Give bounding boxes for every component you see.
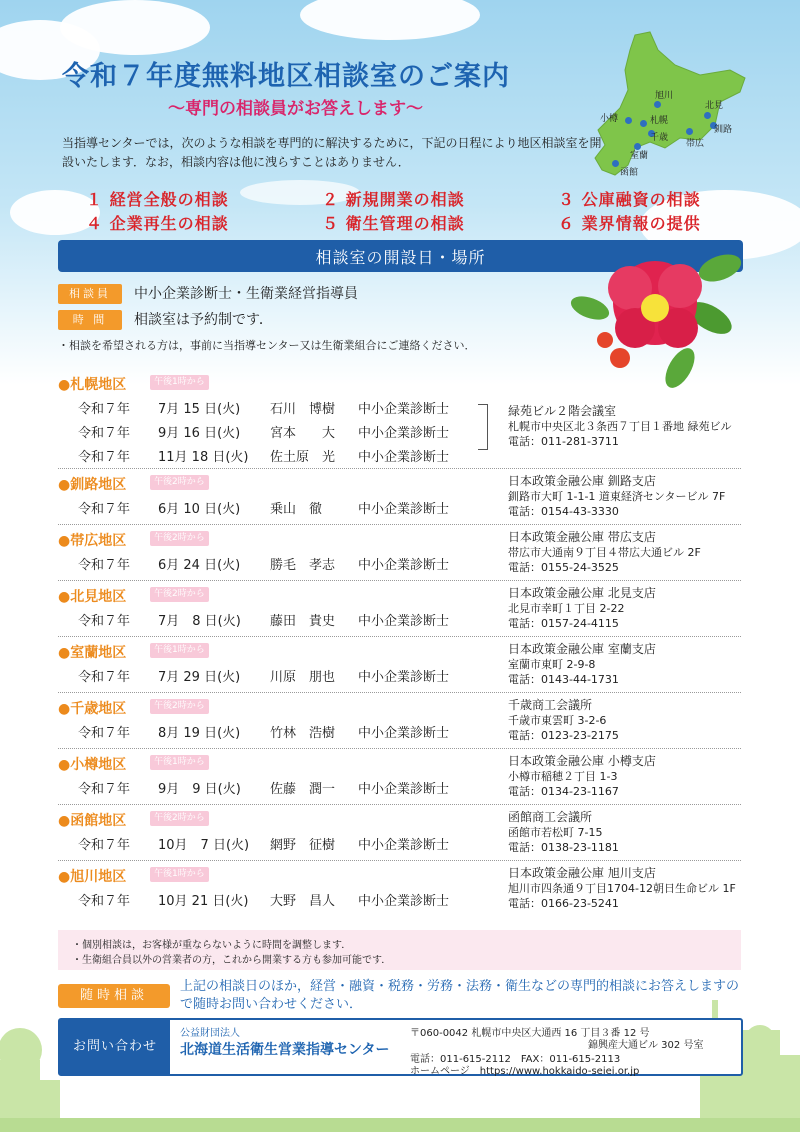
schedule-date: 10月 7 日(火) (158, 838, 250, 853)
map-dot (640, 120, 647, 127)
schedule-title: 中小企業診断士 (358, 670, 450, 685)
venue-address: 帯広市大通南９丁目４帯広大通ビル 2F (508, 546, 701, 559)
venue-info (508, 474, 725, 519)
district-divider (58, 524, 741, 525)
rose-flower-illustration (560, 228, 760, 398)
venue-phone: 電話：0143-44-1731 (508, 673, 619, 686)
service-item: ５ 衛生管理の相談 (322, 214, 465, 233)
org-type: 公益財団法人 (180, 1028, 240, 1039)
schedule-title: 中小企業診断士 (358, 726, 450, 741)
schedule-date: 7月 15 日(火) (158, 402, 241, 417)
service-item: ６ 業界情報の提供 (558, 214, 701, 233)
venue-info (508, 530, 701, 575)
schedule-title: 中小企業診断士 (358, 558, 450, 573)
schedule-date: 6月 24 日(火) (158, 558, 241, 573)
venue-phone: 電話：0155-24-3525 (508, 561, 619, 574)
venue-name: 千歳商工会議所 (508, 698, 593, 712)
service-item: ３ 公庫融資の相談 (558, 190, 701, 209)
district-divider (58, 468, 741, 469)
schedule-era: 令和７年 (78, 838, 131, 853)
page-title: 令和７年度無料地区相談室のご案内 (62, 61, 510, 92)
contact-address-building: 錦興産大通ビル 302 号室 (588, 1040, 704, 1051)
schedule-date: 10月 21 日(火) (158, 894, 249, 909)
consult-anytime-text: 上記の相談日のほか，経営・融資・税務・労務・法務・衛生などの専門的相談にお答えしますので随時お問い合わせください． (180, 979, 740, 1012)
district-start-time: 午後1時から (150, 755, 209, 770)
schedule-name: 乗山 徹 (270, 502, 323, 517)
district-name: ●北見地区 (58, 589, 127, 605)
district-name: ●帯広地区 (58, 533, 127, 549)
district-start-time: 午後1時から (150, 867, 209, 882)
venue-address: 千歳市東雲町 3-2-6 (508, 714, 607, 727)
schedule-name: 勝毛 孝志 (270, 558, 336, 573)
venue-info (508, 866, 736, 911)
venue-name: 日本政策金融公庫 小樽支店 (508, 754, 656, 768)
venue-address: 函館市若松町 7-15 (508, 826, 603, 839)
venue-info (508, 754, 656, 799)
venue-name: 日本政策金融公庫 室蘭支店 (508, 642, 656, 656)
schedule-name: 佐土原 光 (270, 450, 336, 465)
schedule-title: 中小企業診断士 (358, 502, 450, 517)
org-name: 北海道生活衛生営業指導センター (180, 1042, 390, 1058)
district-divider (58, 748, 741, 749)
venue-address: 室蘭市東町 2-9-8 (508, 658, 596, 671)
district-divider (58, 804, 741, 805)
map-dot (704, 112, 711, 119)
schedule-title: 中小企業診断士 (358, 838, 450, 853)
venue-address: 旭川市四条通９丁目1704-12朝日生命ビル 1F (508, 882, 736, 895)
schedule-date: 7月 29 日(火) (158, 670, 241, 685)
schedule-era: 令和７年 (78, 726, 131, 741)
district-divider (58, 580, 741, 581)
venue-name: 日本政策金融公庫 帯広支店 (508, 530, 656, 544)
schedule-title: 中小企業診断士 (358, 402, 450, 417)
schedule-date: 8月 19 日(火) (158, 726, 241, 741)
consultant-value: 中小企業診断士・生衛業経営指導員 (134, 286, 358, 302)
map-city-label: 北見 (705, 101, 724, 111)
venue-info (508, 642, 656, 687)
schedule-name: 佐藤 潤一 (270, 782, 336, 797)
map-city-label: 小樽 (600, 114, 619, 124)
schedule-date: 9月 16 日(火) (158, 426, 241, 441)
reservation-note: ・相談を希望される方は，事前に当指導センター又は生衛業組合にご連絡ください． (58, 339, 476, 352)
hours-value: 相談室は予約制です． (134, 312, 273, 328)
venue-phone: 電話：0166-23-5241 (508, 897, 619, 910)
map-city-label: 千歳 (650, 133, 669, 143)
venue-name: 日本政策金融公庫 釧路支店 (508, 474, 656, 488)
map-dot (686, 128, 693, 135)
venue-phone: 電話：0154-43-3330 (508, 505, 619, 518)
venue-phone: 電話：0123-23-2175 (508, 729, 619, 742)
venue-name: 函館商工会議所 (508, 810, 593, 824)
map-city-label: 函館 (620, 168, 639, 178)
schedule-title: 中小企業診断士 (358, 782, 450, 797)
consultant-label: 相談員 (58, 284, 122, 304)
schedule-name: 川原 朋也 (270, 670, 336, 685)
district-divider (58, 860, 741, 861)
schedule-name: 宮本 大 (270, 426, 336, 441)
schedule-name: 藤田 貴史 (270, 614, 336, 629)
venue-address: 釧路市大町 1-1-1 道東経済センタービル 7F (508, 490, 726, 503)
schedule-title: 中小企業診断士 (358, 426, 450, 441)
map-city-label: 室蘭 (630, 151, 649, 161)
schedule-name: 竹林 浩樹 (270, 726, 336, 741)
schedule-title: 中小企業診断士 (358, 614, 450, 629)
venue-address: 北見市幸町１丁目 2-22 (508, 602, 625, 615)
schedule-era: 令和７年 (78, 502, 131, 517)
schedule-era: 令和７年 (78, 782, 131, 797)
note-item: ・個別相談は，お客様が重ならないように時間を調整します． (72, 940, 352, 951)
hours-label: 時 間 (58, 310, 122, 330)
district-name: ●釧路地区 (58, 477, 127, 493)
district-start-time: 午後1時から (150, 643, 209, 658)
district-start-time: 午後2時から (150, 811, 209, 826)
district-start-time: 午後1時から (150, 375, 209, 390)
district-start-time: 午後2時から (150, 587, 209, 602)
venue-address: 札幌市中央区北３条西７丁目１番地 緑苑ビル (508, 420, 732, 433)
hokkaido-map (580, 30, 750, 180)
venue-phone: 電話：011-281-3711 (508, 435, 619, 448)
venue-name: 緑苑ビル２階会議室 (508, 404, 617, 418)
venue-address: 小樽市稲穂２丁目 1-3 (508, 770, 618, 783)
note-item: ・生衛組合員以外の営業者の方，これから開業する方も参加可能です． (72, 955, 392, 966)
district-name: ●千歳地区 (58, 701, 127, 717)
schedule-name: 石川 博樹 (270, 402, 336, 417)
venue-info (508, 698, 619, 743)
venue-phone: 電話：0157-24-4115 (508, 617, 619, 630)
map-city-label: 旭川 (655, 91, 674, 101)
district-name: ●室蘭地区 (58, 645, 127, 661)
district-divider (58, 692, 741, 693)
schedule-era: 令和７年 (78, 450, 131, 465)
page-subtitle: ～専門の相談員がお答えします～ (168, 99, 423, 119)
schedule-date: 9月 9 日(火) (158, 782, 241, 797)
service-item: ２ 新規開業の相談 (322, 190, 465, 209)
schedule-name: 網野 征樹 (270, 838, 336, 853)
district-name: ●旭川地区 (58, 869, 127, 885)
map-dot (625, 117, 632, 124)
contact-homepage-link[interactable]: ホームページ https://www.hokkaido-seiei.or.jp (410, 1066, 640, 1077)
schedule-era: 令和７年 (78, 558, 131, 573)
district-name: ●函館地区 (58, 813, 127, 829)
district-start-time: 午後2時から (150, 475, 209, 490)
cloud-decoration (60, 0, 210, 55)
map-dot (654, 101, 661, 108)
contact-phone: 電話：011-615-2112 FAX：011-615-2113 (410, 1054, 621, 1065)
district-name: ●小樽地区 (58, 757, 127, 773)
schedule-title: 中小企業診断士 (358, 450, 450, 465)
venue-name: 日本政策金融公庫 旭川支店 (508, 866, 656, 880)
notes-box (58, 930, 741, 970)
section-title: 相談室の開設日・場所 (315, 248, 486, 267)
district-divider (58, 636, 741, 637)
venue-info (508, 810, 619, 855)
contact-label: お問い合わせ (60, 1020, 170, 1074)
district-start-time: 午後2時から (150, 699, 209, 714)
schedule-era: 令和７年 (78, 402, 131, 417)
intro-text: 当指導センターでは，次のような相談を専門的に解決するために，下記の日程により地区相談室を開設いたします．なお，相談内容は他に洩らすことはありません． (62, 136, 602, 169)
contact-box (58, 1018, 743, 1076)
consult-anytime-label: 随時相談 (58, 984, 170, 1008)
venue-phone: 電話：0138-23-1181 (508, 841, 619, 854)
schedule-bracket (478, 404, 488, 450)
schedule-era: 令和７年 (78, 894, 131, 909)
schedule-era: 令和７年 (78, 426, 131, 441)
map-dot (612, 160, 619, 167)
map-city-label: 釧路 (714, 125, 733, 135)
cloud-decoration (300, 0, 480, 40)
venue-name: 日本政策金融公庫 北見支店 (508, 586, 656, 600)
venue-info (508, 404, 732, 449)
contact-address: 〒060-0042 札幌市中央区大通西 16 丁目３番 12 号 (410, 1028, 650, 1039)
service-item: １ 経営全般の相談 (86, 190, 229, 209)
district-start-time: 午後2時から (150, 531, 209, 546)
district-name: ●札幌地区 (58, 377, 127, 393)
service-item: ４ 企業再生の相談 (86, 214, 229, 233)
schedule-date: 6月 10 日(火) (158, 502, 241, 517)
map-city-label: 札幌 (650, 116, 669, 126)
schedule-title: 中小企業診断士 (358, 894, 450, 909)
venue-info (508, 586, 656, 631)
schedule-era: 令和７年 (78, 614, 131, 629)
schedule-date: 11月 18 日(火) (158, 450, 249, 465)
schedule-date: 7月 8 日(火) (158, 614, 241, 629)
venue-phone: 電話：0134-23-1167 (508, 785, 619, 798)
map-city-label: 帯広 (686, 139, 705, 149)
schedule-era: 令和７年 (78, 670, 131, 685)
schedule-name: 大野 昌人 (270, 894, 336, 909)
